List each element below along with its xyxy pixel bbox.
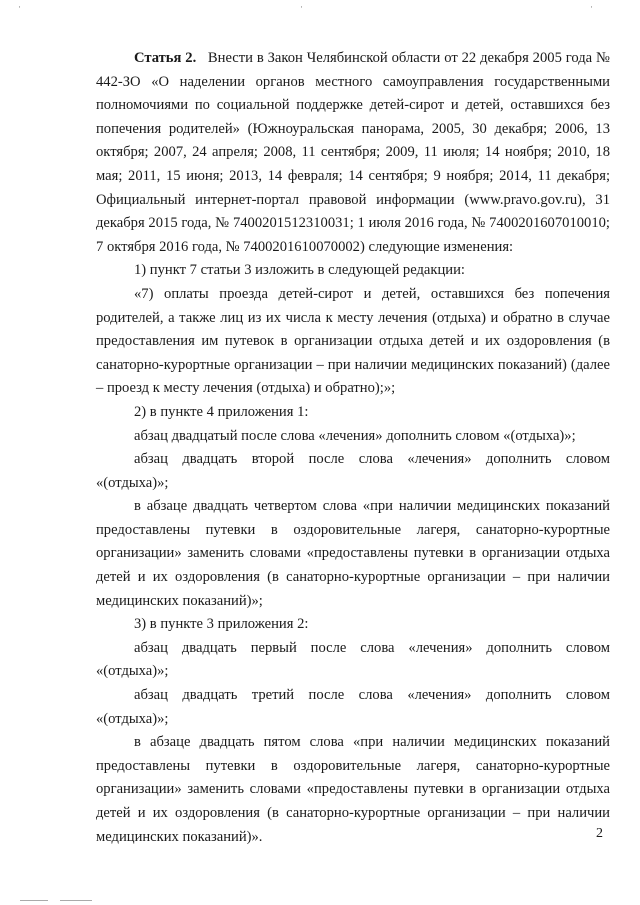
scan-mark: ·: [590, 2, 593, 12]
amendment-text: «7) оплаты проезда детей-сирот и детей, оставшихся без попечения родителей, а также лиц из их числа к месту лечения (отдыха) и обратно в случае предоставления им путевок в организации отдыха детей и их оздоровления (в санаторно-курортные организации – при наличии медицинских показаний) (далее – проезд к месту лечения (отдыха) и обратно);»;: [96, 285, 610, 397]
amendment-text: абзац двадцатый после слова «лечения» дополнить словом «(отдыха)»;: [134, 427, 576, 444]
amendment-text: абзац двадцать третий после слова «лечения» дополнить словом «(отдыха)»;: [96, 687, 610, 727]
amendment-text: в абзаце двадцать пятом слова «при наличии медицинских показаний предоставлены путевки в оздоровительные лагеря, санаторно-курортные организации» заменить словами «предоставлены путевки в организации отдыха детей и их оздоровления (в санаторно-курортные организации – при наличии медицинских показаний)».: [96, 734, 610, 845]
article-intro-text: Внести в Закон Челябинской области от 22 декабря 2005 года № 442-ЗО «О наделении органов местного самоуправления государственными полномочиями по социальной поддержке детей-сирот и детей, оставшихся без попечения родителей» (Южноуральская панорама, 2005, 30 декабря; 2006, 13 октября; 2007, 24 апреля; 2008, 11 сентября; 2009, 11 июля; 14 ноября; 2010, 18 мая; 2011, 15 июня; 2013, 14 февраля; 14 сентября; 9 ноября; 2014, 11 декабря; Официальный интернет-портал правовой информации (www.pravo.gov.ru), 31 декабря 2015 года, № 7400201512310031; 1 июля 2016 года, № 7400201607010010; 7 октября 2016 года, № 7400201610070002) следующие изменения:: [96, 50, 610, 255]
page-number: 2: [596, 826, 603, 841]
amendment-text: абзац двадцать первый после слова «лечения» дополнить словом «(отдыха)»;: [96, 639, 610, 680]
amendment-item: 3) в пункте 3 приложения 2:: [134, 616, 309, 633]
article-intro-paragraph: [96, 47, 610, 259]
amendment-text: абзац двадцать второй после слова «лечения» дополнить словом «(отдыха)»;: [96, 451, 610, 491]
article-heading: Статья 2.: [134, 50, 197, 66]
scan-edge-line: [60, 900, 92, 901]
amendment-item: 1) пункт 7 статьи 3 изложить в следующей редакции:: [134, 262, 465, 279]
scan-edge-line: [20, 900, 48, 901]
scan-mark: ·: [300, 2, 303, 12]
amendment-item: 2) в пункте 4 приложения 1:: [134, 403, 309, 420]
scan-mark: ·: [18, 2, 21, 12]
document-body: [96, 47, 610, 849]
amendment-text: в абзаце двадцать четвертом слова «при наличии медицинских показаний предоставлены путевки в оздоровительные лагеря, санаторно-курортные организации» заменить словами «предоставлены путевки в организации отдыха детей и их оздоровления (в санаторно-курортные организации – при наличии медицинских показаний)»;: [96, 498, 610, 609]
